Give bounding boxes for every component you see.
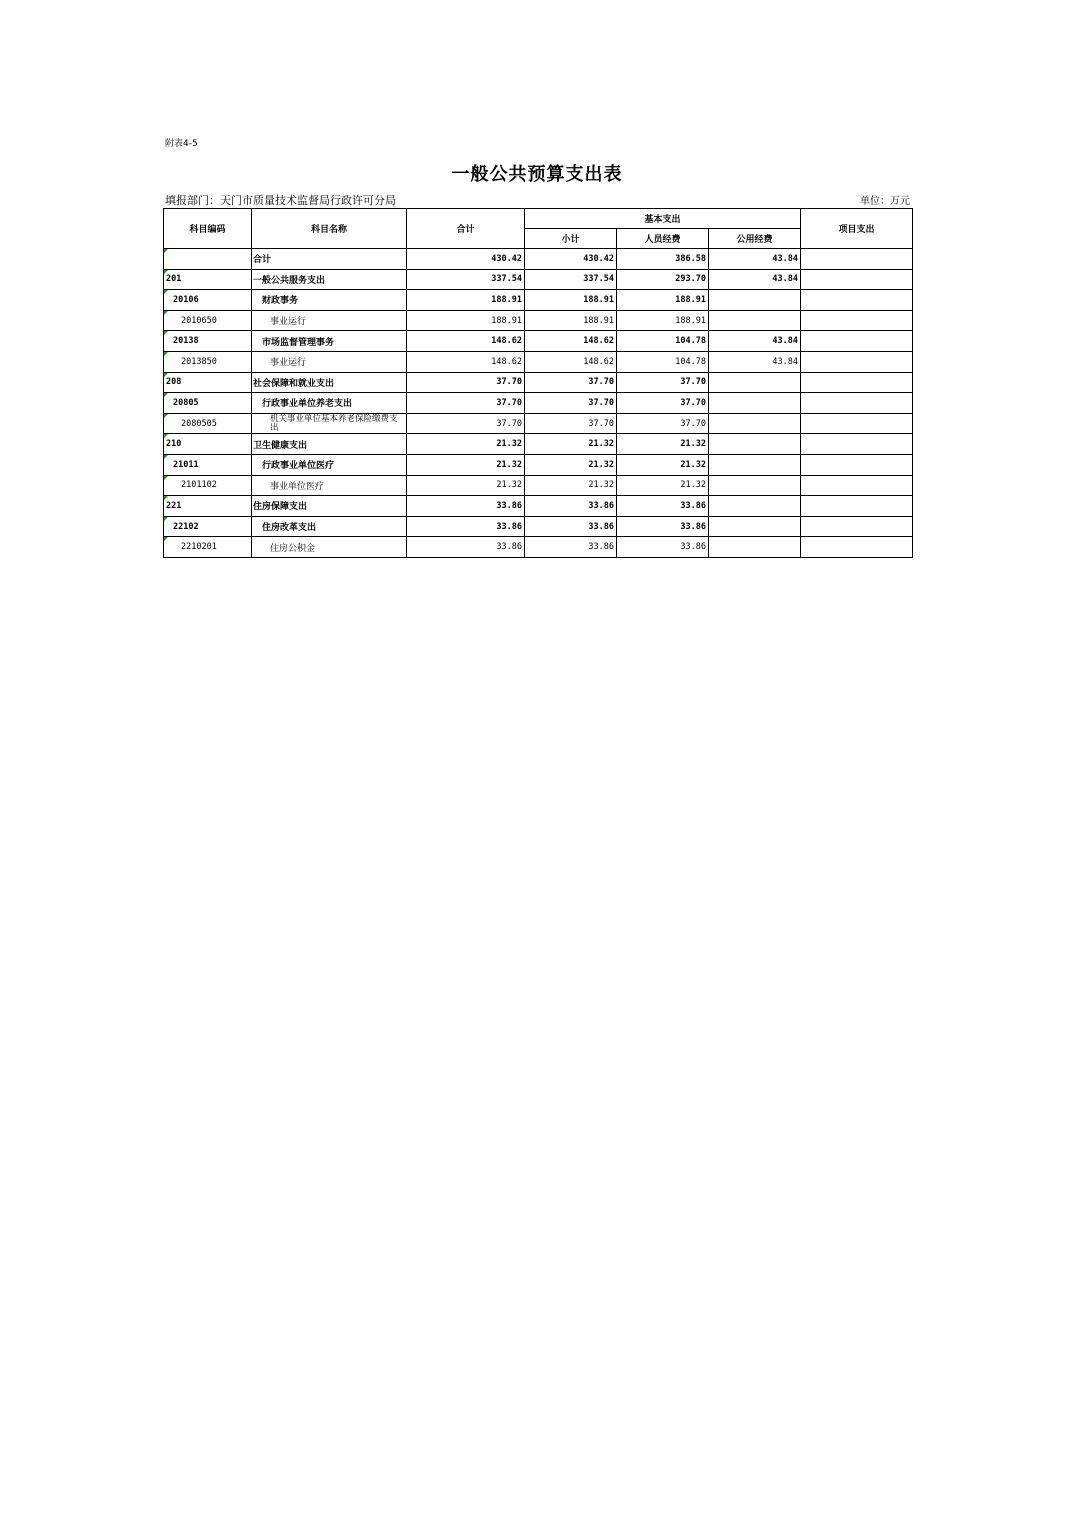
table-row <box>164 516 913 537</box>
row-personnel: 37.70 <box>617 413 709 434</box>
table-row <box>164 269 913 290</box>
row-total: 148.62 <box>407 351 525 372</box>
row-code: 2210201 <box>164 537 252 558</box>
row-project <box>801 454 913 475</box>
cell-marker-icon <box>164 517 168 521</box>
row-code: 208 <box>164 372 252 393</box>
row-name: 社会保障和就业支出 <box>252 372 407 393</box>
table-header <box>164 209 913 249</box>
cell-marker-icon <box>164 393 168 397</box>
row-project <box>801 249 913 270</box>
row-name: 事业运行 <box>252 310 407 331</box>
row-public <box>709 454 801 475</box>
row-personnel: 37.70 <box>617 372 709 393</box>
row-subtotal: 37.70 <box>525 413 617 434</box>
cell-marker-icon <box>164 455 168 459</box>
header-code: 科目编码 <box>164 209 252 249</box>
header-subtotal: 小计 <box>525 229 617 249</box>
cell-marker-icon <box>164 352 168 356</box>
row-project <box>801 475 913 496</box>
row-personnel: 21.32 <box>617 475 709 496</box>
row-code: 22102 <box>164 516 252 537</box>
row-total: 37.70 <box>407 393 525 414</box>
row-total: 21.32 <box>407 454 525 475</box>
cell-marker-icon <box>164 249 168 253</box>
row-public <box>709 372 801 393</box>
row-code: 2010650 <box>164 310 252 331</box>
table-row <box>164 393 913 414</box>
table-row <box>164 249 913 270</box>
row-public <box>709 516 801 537</box>
row-name: 卫生健康支出 <box>252 434 407 455</box>
row-public <box>709 496 801 517</box>
budget-table <box>163 208 913 558</box>
row-personnel: 33.86 <box>617 537 709 558</box>
row-public <box>709 290 801 311</box>
cell-marker-icon <box>164 331 168 335</box>
row-total: 188.91 <box>407 310 525 331</box>
row-project <box>801 269 913 290</box>
row-name: 事业运行 <box>252 351 407 372</box>
row-project <box>801 372 913 393</box>
cell-marker-icon <box>164 434 168 438</box>
table-row <box>164 413 913 434</box>
row-subtotal: 21.32 <box>525 434 617 455</box>
row-name: 财政事务 <box>252 290 407 311</box>
row-total: 21.32 <box>407 475 525 496</box>
row-code: 2013850 <box>164 351 252 372</box>
row-subtotal: 430.42 <box>525 249 617 270</box>
table-row <box>164 454 913 475</box>
row-name: 合计 <box>252 249 407 270</box>
row-personnel: 293.70 <box>617 269 709 290</box>
row-code: 210 <box>164 434 252 455</box>
row-total: 37.70 <box>407 372 525 393</box>
row-public <box>709 434 801 455</box>
row-personnel: 33.86 <box>617 516 709 537</box>
row-public: 43.84 <box>709 269 801 290</box>
row-subtotal: 33.86 <box>525 537 617 558</box>
row-project <box>801 290 913 311</box>
table-row <box>164 331 913 352</box>
row-project <box>801 393 913 414</box>
row-public <box>709 310 801 331</box>
table-row <box>164 351 913 372</box>
cell-marker-icon <box>164 373 168 377</box>
cell-marker-icon <box>164 270 168 274</box>
row-subtotal: 148.62 <box>525 351 617 372</box>
row-code: 20138 <box>164 331 252 352</box>
row-project <box>801 537 913 558</box>
row-public: 43.84 <box>709 331 801 352</box>
row-personnel: 104.78 <box>617 351 709 372</box>
table-row <box>164 537 913 558</box>
row-subtotal: 337.54 <box>525 269 617 290</box>
row-personnel: 188.91 <box>617 290 709 311</box>
table-row <box>164 496 913 517</box>
unit-label: 单位：万元 <box>860 196 910 207</box>
row-code: 20805 <box>164 393 252 414</box>
row-personnel: 188.91 <box>617 310 709 331</box>
row-total: 21.32 <box>407 434 525 455</box>
table-body <box>164 249 913 558</box>
department-label: 填报部门：天门市质量技术监督局行政许可分局 <box>165 194 396 207</box>
header-public: 公用经费 <box>709 229 801 249</box>
row-total: 430.42 <box>407 249 525 270</box>
row-public <box>709 393 801 414</box>
row-subtotal: 21.32 <box>525 454 617 475</box>
row-code: 221 <box>164 496 252 517</box>
row-public <box>709 475 801 496</box>
row-name: 行政事业单位养老支出 <box>252 393 407 414</box>
row-project <box>801 331 913 352</box>
row-name: 行政事业单位医疗 <box>252 454 407 475</box>
row-name: 市场监督管理事务 <box>252 331 407 352</box>
row-name: 住房保障支出 <box>252 496 407 517</box>
row-subtotal: 37.70 <box>525 393 617 414</box>
header-project: 项目支出 <box>801 209 913 249</box>
row-personnel: 104.78 <box>617 331 709 352</box>
table-row <box>164 434 913 455</box>
header-name: 科目名称 <box>252 209 407 249</box>
row-total: 188.91 <box>407 290 525 311</box>
row-public: 43.84 <box>709 351 801 372</box>
table-row <box>164 310 913 331</box>
row-code: 2080505 <box>164 413 252 434</box>
row-project <box>801 310 913 331</box>
row-subtotal: 21.32 <box>525 475 617 496</box>
cell-marker-icon <box>164 496 168 500</box>
row-subtotal: 33.86 <box>525 496 617 517</box>
row-total: 33.86 <box>407 516 525 537</box>
header-basic: 基本支出 <box>525 209 801 229</box>
table-row <box>164 475 913 496</box>
row-total: 148.62 <box>407 331 525 352</box>
row-project <box>801 516 913 537</box>
row-public <box>709 413 801 434</box>
row-subtotal: 33.86 <box>525 516 617 537</box>
row-project <box>801 434 913 455</box>
row-subtotal: 188.91 <box>525 310 617 331</box>
page-title: 一般公共预算支出表 <box>451 164 623 185</box>
row-public: 43.84 <box>709 249 801 270</box>
row-code: 20106 <box>164 290 252 311</box>
row-name: 机关事业单位基本养老保险缴费支出 <box>252 413 407 434</box>
row-subtotal: 148.62 <box>525 331 617 352</box>
row-personnel: 21.32 <box>617 434 709 455</box>
attachment-label: 附表4-5 <box>165 139 198 149</box>
cell-marker-icon <box>164 311 168 315</box>
row-subtotal: 37.70 <box>525 372 617 393</box>
row-name: 住房公积金 <box>252 537 407 558</box>
row-name: 住房改革支出 <box>252 516 407 537</box>
row-total: 33.86 <box>407 537 525 558</box>
header-total: 合计 <box>407 209 525 249</box>
cell-marker-icon <box>164 414 168 418</box>
row-total: 337.54 <box>407 269 525 290</box>
row-personnel: 386.58 <box>617 249 709 270</box>
row-personnel: 33.86 <box>617 496 709 517</box>
table-row <box>164 372 913 393</box>
row-code: 201 <box>164 269 252 290</box>
row-total: 37.70 <box>407 413 525 434</box>
row-public <box>709 537 801 558</box>
row-subtotal: 188.91 <box>525 290 617 311</box>
cell-marker-icon <box>164 476 168 480</box>
row-project <box>801 496 913 517</box>
row-project <box>801 351 913 372</box>
cell-marker-icon <box>164 537 168 541</box>
row-name: 事业单位医疗 <box>252 475 407 496</box>
row-code: 21011 <box>164 454 252 475</box>
cell-marker-icon <box>164 290 168 294</box>
row-project <box>801 413 913 434</box>
row-total: 33.86 <box>407 496 525 517</box>
row-code <box>164 249 252 270</box>
row-personnel: 37.70 <box>617 393 709 414</box>
row-name: 一般公共服务支出 <box>252 269 407 290</box>
row-personnel: 21.32 <box>617 454 709 475</box>
header-personnel: 人员经费 <box>617 229 709 249</box>
row-code: 2101102 <box>164 475 252 496</box>
table-row <box>164 290 913 311</box>
